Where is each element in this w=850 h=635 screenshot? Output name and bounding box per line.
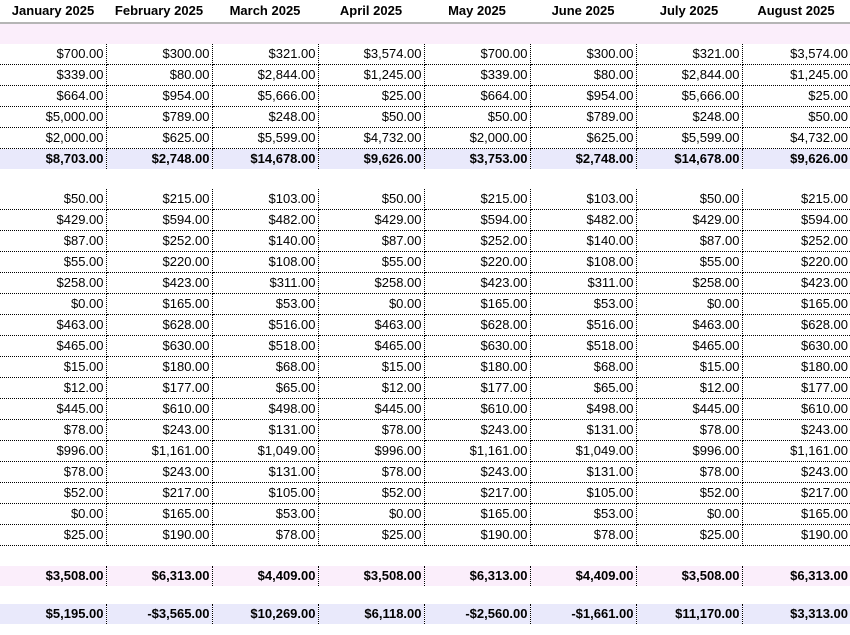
value-cell[interactable]: $78.00 (0, 462, 106, 483)
value-cell[interactable]: $0.00 (636, 504, 742, 525)
cell[interactable] (636, 546, 742, 567)
value-cell[interactable]: $220.00 (424, 252, 530, 273)
value-cell[interactable]: $53.00 (212, 504, 318, 525)
month-header[interactable]: July 2025 (636, 0, 742, 23)
value-cell[interactable]: $463.00 (318, 315, 424, 336)
value-cell[interactable]: $25.00 (742, 86, 850, 107)
value-cell[interactable]: $3,574.00 (318, 44, 424, 65)
total-cell[interactable]: $14,678.00 (212, 149, 318, 170)
expense-row (0, 294, 850, 315)
value-cell[interactable]: $258.00 (318, 273, 424, 294)
value-cell[interactable]: $50.00 (636, 189, 742, 210)
income-row (0, 44, 850, 65)
total-cell[interactable]: $8,703.00 (0, 149, 106, 170)
value-cell[interactable]: $445.00 (318, 399, 424, 420)
cell[interactable] (742, 23, 850, 44)
expense-row (0, 504, 850, 525)
cell[interactable] (106, 586, 212, 604)
value-cell[interactable]: $52.00 (636, 483, 742, 504)
value-cell[interactable]: $105.00 (530, 483, 636, 504)
cell[interactable] (212, 169, 318, 189)
value-cell[interactable]: $628.00 (106, 315, 212, 336)
value-cell[interactable]: $482.00 (212, 210, 318, 231)
month-header[interactable]: May 2025 (424, 0, 530, 23)
total-cell[interactable]: $6,313.00 (106, 566, 212, 586)
value-cell[interactable]: $25.00 (318, 86, 424, 107)
cell[interactable] (424, 23, 530, 44)
expense-row (0, 231, 850, 252)
value-cell[interactable]: $243.00 (106, 420, 212, 441)
value-cell[interactable]: $258.00 (636, 273, 742, 294)
value-cell[interactable]: $700.00 (0, 44, 106, 65)
value-cell[interactable]: $50.00 (742, 107, 850, 128)
cell[interactable] (530, 169, 636, 189)
value-cell[interactable]: $2,000.00 (0, 128, 106, 149)
value-cell[interactable]: $5,599.00 (636, 128, 742, 149)
value-cell[interactable]: $52.00 (0, 483, 106, 504)
expense-row (0, 189, 850, 210)
value-cell[interactable]: $65.00 (530, 378, 636, 399)
value-cell[interactable]: $0.00 (0, 504, 106, 525)
value-cell[interactable]: $215.00 (424, 189, 530, 210)
value-cell[interactable]: $465.00 (636, 336, 742, 357)
expense-row (0, 420, 850, 441)
expense-row (0, 357, 850, 378)
value-cell[interactable]: $12.00 (318, 378, 424, 399)
total-cell[interactable]: $3,753.00 (424, 149, 530, 170)
value-cell[interactable]: $610.00 (106, 399, 212, 420)
value-cell[interactable]: $53.00 (530, 504, 636, 525)
value-cell[interactable]: $165.00 (742, 504, 850, 525)
value-cell[interactable]: $80.00 (530, 65, 636, 86)
net-cell[interactable]: $10,269.00 (212, 604, 318, 624)
expense-row (0, 399, 850, 420)
value-cell[interactable]: $1,161.00 (424, 441, 530, 462)
value-cell[interactable]: $630.00 (424, 336, 530, 357)
cell[interactable] (318, 546, 424, 567)
expense-row (0, 273, 850, 294)
value-cell[interactable]: $594.00 (106, 210, 212, 231)
cell[interactable] (212, 546, 318, 567)
value-cell[interactable]: $5,000.00 (0, 107, 106, 128)
value-cell[interactable]: $220.00 (106, 252, 212, 273)
value-cell[interactable]: $215.00 (742, 189, 850, 210)
cell[interactable] (106, 546, 212, 567)
value-cell[interactable]: $52.00 (318, 483, 424, 504)
value-cell[interactable]: $610.00 (742, 399, 850, 420)
value-cell[interactable]: $50.00 (424, 107, 530, 128)
value-cell[interactable]: $463.00 (636, 315, 742, 336)
cell[interactable] (636, 169, 742, 189)
value-cell[interactable]: $177.00 (424, 378, 530, 399)
cell[interactable] (318, 169, 424, 189)
value-cell[interactable]: $300.00 (106, 44, 212, 65)
net-cell[interactable]: -$1,661.00 (530, 604, 636, 624)
value-cell[interactable]: $594.00 (424, 210, 530, 231)
total-cell[interactable]: $6,313.00 (424, 566, 530, 586)
value-cell[interactable]: $311.00 (530, 273, 636, 294)
cell[interactable] (636, 23, 742, 44)
total-cell[interactable]: $3,508.00 (636, 566, 742, 586)
cell[interactable] (530, 546, 636, 567)
value-cell[interactable]: $789.00 (530, 107, 636, 128)
value-cell[interactable]: $140.00 (212, 231, 318, 252)
cell[interactable] (0, 586, 106, 604)
expense-row (0, 441, 850, 462)
value-cell[interactable]: $25.00 (318, 525, 424, 546)
total-cell[interactable]: $2,748.00 (106, 149, 212, 170)
value-cell[interactable]: $3,574.00 (742, 44, 850, 65)
value-cell[interactable]: $177.00 (106, 378, 212, 399)
value-cell[interactable]: $954.00 (530, 86, 636, 107)
value-cell[interactable]: $423.00 (742, 273, 850, 294)
value-cell[interactable]: $131.00 (212, 462, 318, 483)
value-cell[interactable]: $429.00 (636, 210, 742, 231)
value-cell[interactable]: $78.00 (636, 462, 742, 483)
value-cell[interactable]: $50.00 (0, 189, 106, 210)
expense-total-row (0, 566, 850, 586)
income-row (0, 128, 850, 149)
value-cell[interactable]: $252.00 (106, 231, 212, 252)
value-cell[interactable]: $190.00 (742, 525, 850, 546)
value-cell[interactable]: $165.00 (424, 504, 530, 525)
cell[interactable] (212, 23, 318, 44)
value-cell[interactable]: $165.00 (106, 504, 212, 525)
value-cell[interactable]: $628.00 (742, 315, 850, 336)
value-cell[interactable]: $5,666.00 (212, 86, 318, 107)
value-cell[interactable]: $131.00 (530, 420, 636, 441)
value-cell[interactable]: $65.00 (212, 378, 318, 399)
total-cell[interactable]: $9,626.00 (742, 149, 850, 170)
expense-row (0, 315, 850, 336)
value-cell[interactable]: $103.00 (212, 189, 318, 210)
value-cell[interactable]: $465.00 (318, 336, 424, 357)
value-cell[interactable]: $498.00 (212, 399, 318, 420)
value-cell[interactable]: $15.00 (0, 357, 106, 378)
value-cell[interactable]: $50.00 (318, 107, 424, 128)
value-cell[interactable]: $321.00 (212, 44, 318, 65)
total-cell[interactable]: $14,678.00 (636, 149, 742, 170)
value-cell[interactable]: $4,732.00 (318, 128, 424, 149)
value-cell[interactable]: $610.00 (424, 399, 530, 420)
value-cell[interactable]: $1,245.00 (318, 65, 424, 86)
value-cell[interactable]: $445.00 (0, 399, 106, 420)
section-band-row (0, 23, 850, 44)
value-cell[interactable]: $625.00 (530, 128, 636, 149)
value-cell[interactable]: $1,161.00 (742, 441, 850, 462)
value-cell[interactable]: $429.00 (318, 210, 424, 231)
value-cell[interactable]: $5,599.00 (212, 128, 318, 149)
total-cell[interactable]: $9,626.00 (318, 149, 424, 170)
value-cell[interactable]: $1,049.00 (530, 441, 636, 462)
value-cell[interactable]: $243.00 (742, 420, 850, 441)
value-cell[interactable]: $625.00 (106, 128, 212, 149)
value-cell[interactable]: $339.00 (424, 65, 530, 86)
value-cell[interactable]: $2,844.00 (212, 65, 318, 86)
value-cell[interactable]: $321.00 (636, 44, 742, 65)
value-cell[interactable]: $190.00 (424, 525, 530, 546)
month-header[interactable]: April 2025 (318, 0, 424, 23)
total-cell[interactable]: $3,508.00 (0, 566, 106, 586)
value-cell[interactable]: $5,666.00 (636, 86, 742, 107)
value-cell[interactable]: $664.00 (0, 86, 106, 107)
spacer-row (0, 169, 850, 189)
value-cell[interactable]: $217.00 (742, 483, 850, 504)
value-cell[interactable]: $311.00 (212, 273, 318, 294)
value-cell[interactable]: $87.00 (0, 231, 106, 252)
value-cell[interactable]: $53.00 (530, 294, 636, 315)
value-cell[interactable]: $4,732.00 (742, 128, 850, 149)
cell[interactable] (530, 23, 636, 44)
value-cell[interactable]: $996.00 (318, 441, 424, 462)
value-cell[interactable]: $243.00 (424, 420, 530, 441)
value-cell[interactable]: $594.00 (742, 210, 850, 231)
value-cell[interactable]: $996.00 (0, 441, 106, 462)
total-cell[interactable]: $6,313.00 (742, 566, 850, 586)
value-cell[interactable]: $339.00 (0, 65, 106, 86)
net-cell[interactable]: -$2,560.00 (424, 604, 530, 624)
income-row (0, 107, 850, 128)
value-cell[interactable]: $131.00 (212, 420, 318, 441)
net-cell[interactable]: $3,313.00 (742, 604, 850, 624)
month-header-row (0, 0, 850, 23)
value-cell[interactable]: $243.00 (742, 462, 850, 483)
value-cell[interactable]: $482.00 (530, 210, 636, 231)
value-cell[interactable]: $80.00 (106, 65, 212, 86)
expense-row (0, 462, 850, 483)
value-cell[interactable]: $15.00 (318, 357, 424, 378)
value-cell[interactable]: $243.00 (424, 462, 530, 483)
cell[interactable] (318, 23, 424, 44)
value-cell[interactable]: $248.00 (212, 107, 318, 128)
cell[interactable] (212, 586, 318, 604)
month-header[interactable]: January 2025 (0, 0, 106, 23)
total-cell[interactable]: $3,508.00 (318, 566, 424, 586)
value-cell[interactable]: $789.00 (106, 107, 212, 128)
cell[interactable] (530, 586, 636, 604)
expense-row (0, 336, 850, 357)
value-cell[interactable]: $165.00 (742, 294, 850, 315)
cell[interactable] (0, 546, 106, 567)
expense-row (0, 210, 850, 231)
value-cell[interactable]: $1,161.00 (106, 441, 212, 462)
total-cell[interactable]: $2,748.00 (530, 149, 636, 170)
value-cell[interactable]: $248.00 (636, 107, 742, 128)
expense-row (0, 483, 850, 504)
cell[interactable] (424, 546, 530, 567)
value-cell[interactable]: $55.00 (318, 252, 424, 273)
spacer-row (0, 586, 850, 604)
value-cell[interactable]: $68.00 (212, 357, 318, 378)
value-cell[interactable]: $140.00 (530, 231, 636, 252)
value-cell[interactable]: $68.00 (530, 357, 636, 378)
value-cell[interactable]: $78.00 (636, 420, 742, 441)
total-cell[interactable]: $4,409.00 (212, 566, 318, 586)
value-cell[interactable]: $423.00 (106, 273, 212, 294)
value-cell[interactable]: $25.00 (0, 525, 106, 546)
value-cell[interactable]: $78.00 (0, 420, 106, 441)
value-cell[interactable]: $664.00 (424, 86, 530, 107)
value-cell[interactable]: $2,844.00 (636, 65, 742, 86)
cell[interactable] (106, 23, 212, 44)
value-cell[interactable]: $243.00 (106, 462, 212, 483)
value-cell[interactable]: $78.00 (530, 525, 636, 546)
cell[interactable] (106, 169, 212, 189)
expense-row (0, 252, 850, 273)
value-cell[interactable]: $78.00 (318, 462, 424, 483)
value-cell[interactable]: $2,000.00 (424, 128, 530, 149)
net-cell[interactable]: $6,118.00 (318, 604, 424, 624)
income-total-row (0, 149, 850, 170)
value-cell[interactable]: $165.00 (106, 294, 212, 315)
income-row (0, 86, 850, 107)
spacer-row (0, 546, 850, 567)
expense-row (0, 378, 850, 399)
value-cell[interactable]: $252.00 (742, 231, 850, 252)
value-cell[interactable]: $445.00 (636, 399, 742, 420)
net-cell[interactable]: $5,195.00 (0, 604, 106, 624)
value-cell[interactable]: $105.00 (212, 483, 318, 504)
value-cell[interactable]: $300.00 (530, 44, 636, 65)
value-cell[interactable]: $996.00 (636, 441, 742, 462)
value-cell[interactable]: $1,049.00 (212, 441, 318, 462)
value-cell[interactable]: $55.00 (636, 252, 742, 273)
value-cell[interactable]: $518.00 (212, 336, 318, 357)
value-cell[interactable]: $12.00 (0, 378, 106, 399)
value-cell[interactable]: $180.00 (106, 357, 212, 378)
value-cell[interactable]: $78.00 (212, 525, 318, 546)
value-cell[interactable]: $1,245.00 (742, 65, 850, 86)
total-cell[interactable]: $4,409.00 (530, 566, 636, 586)
value-cell[interactable]: $15.00 (636, 357, 742, 378)
value-cell[interactable]: $630.00 (742, 336, 850, 357)
value-cell[interactable]: $0.00 (318, 294, 424, 315)
value-cell[interactable]: $252.00 (424, 231, 530, 252)
month-header[interactable]: August 2025 (742, 0, 850, 23)
value-cell[interactable]: $516.00 (212, 315, 318, 336)
value-cell[interactable]: $190.00 (106, 525, 212, 546)
value-cell[interactable]: $87.00 (318, 231, 424, 252)
value-cell[interactable]: $498.00 (530, 399, 636, 420)
value-cell[interactable]: $423.00 (424, 273, 530, 294)
month-header[interactable]: February 2025 (106, 0, 212, 23)
value-cell[interactable]: $78.00 (318, 420, 424, 441)
value-cell[interactable]: $0.00 (0, 294, 106, 315)
value-cell[interactable]: $25.00 (636, 525, 742, 546)
value-cell[interactable]: $0.00 (318, 504, 424, 525)
value-cell[interactable]: $516.00 (530, 315, 636, 336)
value-cell[interactable]: $217.00 (424, 483, 530, 504)
cell[interactable] (742, 586, 850, 604)
value-cell[interactable]: $700.00 (424, 44, 530, 65)
value-cell[interactable]: $258.00 (0, 273, 106, 294)
value-cell[interactable]: $463.00 (0, 315, 106, 336)
value-cell[interactable]: $954.00 (106, 86, 212, 107)
month-header[interactable]: June 2025 (530, 0, 636, 23)
value-cell[interactable]: $177.00 (742, 378, 850, 399)
cell[interactable] (318, 586, 424, 604)
month-header[interactable]: March 2025 (212, 0, 318, 23)
value-cell[interactable]: $87.00 (636, 231, 742, 252)
value-cell[interactable]: $55.00 (0, 252, 106, 273)
value-cell[interactable]: $108.00 (530, 252, 636, 273)
value-cell[interactable]: $50.00 (318, 189, 424, 210)
net-cell[interactable]: -$3,565.00 (106, 604, 212, 624)
value-cell[interactable]: $108.00 (212, 252, 318, 273)
value-cell[interactable]: $220.00 (742, 252, 850, 273)
value-cell[interactable]: $630.00 (106, 336, 212, 357)
value-cell[interactable]: $53.00 (212, 294, 318, 315)
cell[interactable] (742, 169, 850, 189)
cell[interactable] (636, 586, 742, 604)
expense-row (0, 525, 850, 546)
cell[interactable] (424, 586, 530, 604)
net-cell[interactable]: $11,170.00 (636, 604, 742, 624)
value-cell[interactable]: $131.00 (530, 462, 636, 483)
value-cell[interactable]: $215.00 (106, 189, 212, 210)
value-cell[interactable]: $180.00 (424, 357, 530, 378)
value-cell[interactable]: $628.00 (424, 315, 530, 336)
value-cell[interactable]: $12.00 (636, 378, 742, 399)
cell[interactable] (0, 169, 106, 189)
cell[interactable] (742, 546, 850, 567)
cell[interactable] (424, 169, 530, 189)
net-total-row (0, 604, 850, 624)
value-cell[interactable]: $518.00 (530, 336, 636, 357)
value-cell[interactable]: $103.00 (530, 189, 636, 210)
value-cell[interactable]: $429.00 (0, 210, 106, 231)
cell[interactable] (0, 23, 106, 44)
value-cell[interactable]: $0.00 (636, 294, 742, 315)
income-row (0, 65, 850, 86)
value-cell[interactable]: $180.00 (742, 357, 850, 378)
value-cell[interactable]: $165.00 (424, 294, 530, 315)
value-cell[interactable]: $465.00 (0, 336, 106, 357)
value-cell[interactable]: $217.00 (106, 483, 212, 504)
